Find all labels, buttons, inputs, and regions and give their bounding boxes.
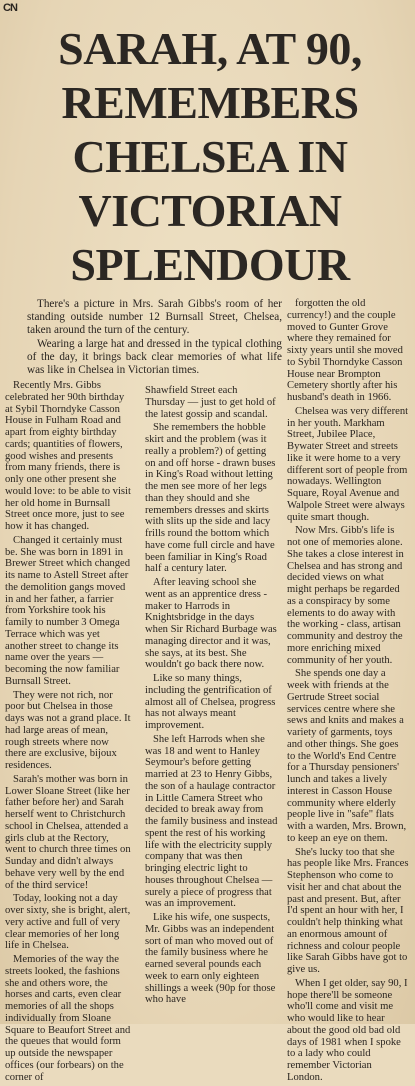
headline-line: SPLENDOUR xyxy=(70,239,350,290)
article-paragraph: Chelsea was very different in her youth. Markham Street, Jubilee Place, Bywater Street and streets like it were home to a very different sort of people from nowadays. Wellington Square, Royal Avenue and Walpole Street were always quite smart though. xyxy=(287,405,409,523)
article-paragraph: After leaving school she went as an apprentice dress - maker to Harrods in Knightsbridge in the days when Sir Richard Burbage was managing director and it was, she says, at its best. She wouldn't go back there now. xyxy=(145,577,277,671)
article-paragraph: Changed it certainly must be. She was born in 1891 in Brewer Street which changed its name to Astell Street after the demolition gangs moved in and her father, a farrier from Yorkshire took his family to number 3 Omega Terrace which was yet another street to change its name over the years — becoming the now familiar Burnsall Street. xyxy=(5,534,131,687)
headline-line: SARAH, AT 90, xyxy=(58,23,362,74)
intro-paragraph: There's a picture in Mrs. Sarah Gibbs's room of her standing outside number 12 Burnsall Street, Chelsea, taken around the turn of the century. xyxy=(27,298,282,336)
article-paragraph: Recently Mrs. Gibbs celebrated her 90th birthday at Sybil Thorndyke Casson House in Fulham Road and apart from eighty birthday cards; quantities of flowers, good wishes and presents from many friends, there is only one other present she would love: to be able to visit her old home in Burnsall Street once more, just to see how it has changed. xyxy=(5,380,131,532)
article-paragraph: Shawfield Street each Thursday — just to get hold of the latest gossip and scandal. xyxy=(145,385,276,420)
intro-standfirst xyxy=(27,298,282,376)
article-paragraph: She's lucky too that she has people like Mrs. Frances Stephenson who come to visit her and chat about the past and present. But, after I'd spent an hour with her, I couldn't help thinking what an enormous amount of richness and colour people like Sarah Gibbs have got to give us. xyxy=(287,846,409,975)
article-paragraph: Now Mrs. Gibb's life is not one of memories alone. She takes a close interest in Chelsea and has strong and decided views on what might perhaps be regarded as a conspiracy by some elements to do away with the working - class, artisan community and destroy the more enriching mixed community of her youth. xyxy=(287,525,404,666)
article-paragraph: Like his wife, one suspects, Mr. Gibbs was an independent sort of man who moved out of the family business where he earned several pounds each week to earn only eighteen shillings a week (90p for those who have xyxy=(145,912,276,1006)
headline-line: VICTORIAN xyxy=(78,185,342,236)
article-paragraph: forgotten the old currency!) and the couple moved to Gunter Grove where they remained for sixty years until she moved to Sybil Thorndyke Casson House near Brompton Cemetery shortly after his husband's death in 1966. xyxy=(287,298,403,403)
headline-line: REMEMBERS xyxy=(61,77,359,128)
article-column-3 xyxy=(287,298,409,1086)
headline-line: CHELSEA IN xyxy=(72,131,348,182)
article-paragraph: She remembers the hobble skirt and the problem (was it really a problem?) of getting on and off horse - drawn buses in King's Road without letting the men see more of her legs than they should and she remembers dresses and skirts with slits up the side and lacy frills round the bottom which have come full circle and have been familiar in King's Road half a century later. xyxy=(145,422,276,575)
corner-mark: CN xyxy=(3,2,17,14)
article-paragraph: She spends one day a week with friends at the Gertrude Street social services centre where she sews and knits and makes a variety of garments, toys and other things. She goes to the World's End Centre for a Thursday pensioners' lunch and takes a lively interest in Casson House community where elderly people live in "safe" flats with a warden, Mrs. Brown, to keep an eye on them. xyxy=(287,668,407,844)
article-paragraph: She left Harrods when she was 18 and went to Hanley Seymour's before getting married at 23 to Henry Gibbs, the son of a haulage contractor in Little Camera Street who decided to break away from the family business and instead spent the rest of his working life with the electricity supply company that was then bringing electric light to houses throughout Chelsea — surely a piece of progress that was an improvement. xyxy=(145,733,278,910)
intro-paragraph: Wearing a large hat and dressed in the typical clothing of the day, it brings back clear memories of what life was like in Chelsea in Victorian times. xyxy=(27,337,282,376)
article-paragraph: When I get older, say 90, I hope there'll be someone who'll come and visit me who would like to hear about the good old bad old days of 1981 when I spoke to a lady who could remember Victorian London. xyxy=(287,977,408,1083)
headline xyxy=(20,22,400,292)
article-paragraph: They were not rich, nor poor but Chelsea in those days was not a grand place. It had large areas of mean, rough streets where now there are exclusive, bijoux residences. xyxy=(5,689,131,771)
article-paragraph: Sarah's mother was born in Lower Sloane Street (like her father before her) and Sarah herself went to Christchurch school in Chelsea, attended a girls club at the Rectory, went to church three times on Sunday and didn't always behave very well by the end of the third service! xyxy=(5,773,131,891)
article-paragraph: Today, looking not a day over sixty, she is bright, alert, very active and full of very clear memories of her long life in Chelsea. xyxy=(5,893,131,952)
article-column-1 xyxy=(5,380,131,1085)
article-paragraph: Memories of the way the streets looked, the fashions she and others wore, the horses and carts, even clear memories of all the shops individually from Sloane Square to Beaufort Street and the queues that would form up outside the newspaper offices (our forbears) on the corner of xyxy=(5,954,131,1083)
article-column-2 xyxy=(145,385,278,1008)
article-paragraph: Like so many things, including the gentrification of almost all of Chelsea, progress has not always meant improvement. xyxy=(145,673,276,731)
